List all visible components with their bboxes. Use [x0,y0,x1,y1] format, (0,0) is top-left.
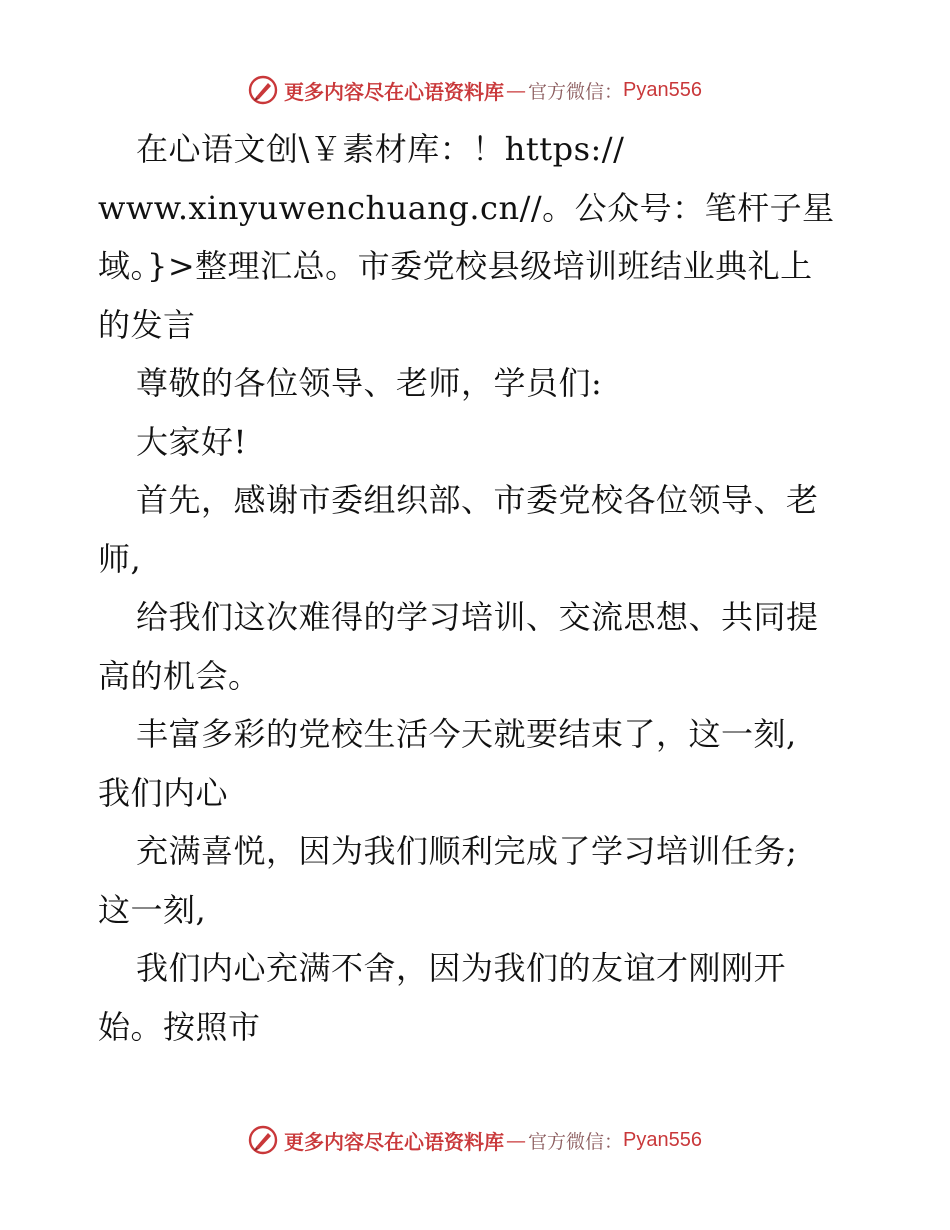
header-banner [0,70,950,110]
text-line: 高的机会。 [98,656,261,695]
text-line: 尊敬的各位领导、老师，学员们: [136,364,603,402]
text-line: 师, [98,539,142,578]
text-line: 丰富多彩的党校生活今天就要结束了，这一刻, [136,715,797,753]
banner-title: 更多内容尽在心语资料库 [284,1129,504,1154]
document-body [98,120,858,1056]
banner-wechat-label: 官方微信： [528,1130,624,1153]
text-line: www.xinyuwenchuang.cn//。公众号：笔杆子星 [98,188,835,227]
quill-pen-logo-icon [248,1125,278,1155]
banner-dash: — [506,1128,526,1152]
text-line: 域。}>整理汇总。市委党校县级培训班结业典礼上 [98,247,813,285]
text-line: 的发言 [98,305,196,344]
text-line: 我们内心充满不舍，因为我们的友谊才刚刚开 [136,949,787,987]
text-line: 给我们这次难得的学习培训、交流思想、共同提 [136,598,819,636]
text-line: 首先，感谢市委组织部、市委党校各位领导、老 [136,481,819,519]
text-line: 充满喜悦，因为我们顺利完成了学习培训任务; [136,832,798,870]
banner-wechat-id: Pyan556 [623,78,702,101]
banner-title: 更多内容尽在心语资料库 [284,79,504,104]
footer-banner [0,1120,950,1160]
text-line: 这一刻, [98,890,207,929]
quill-pen-logo-icon [248,75,278,105]
text-line: 我们内心 [98,773,229,812]
banner-dash: — [506,78,526,102]
banner-wechat-id: Pyan556 [623,1128,702,1151]
text-line: 在心语文创\￥素材库：！https:// [136,130,625,168]
text-line: 大家好! [136,422,247,461]
banner-wechat-label: 官方微信： [528,80,624,103]
text-line: 始。按照市 [98,1007,261,1046]
